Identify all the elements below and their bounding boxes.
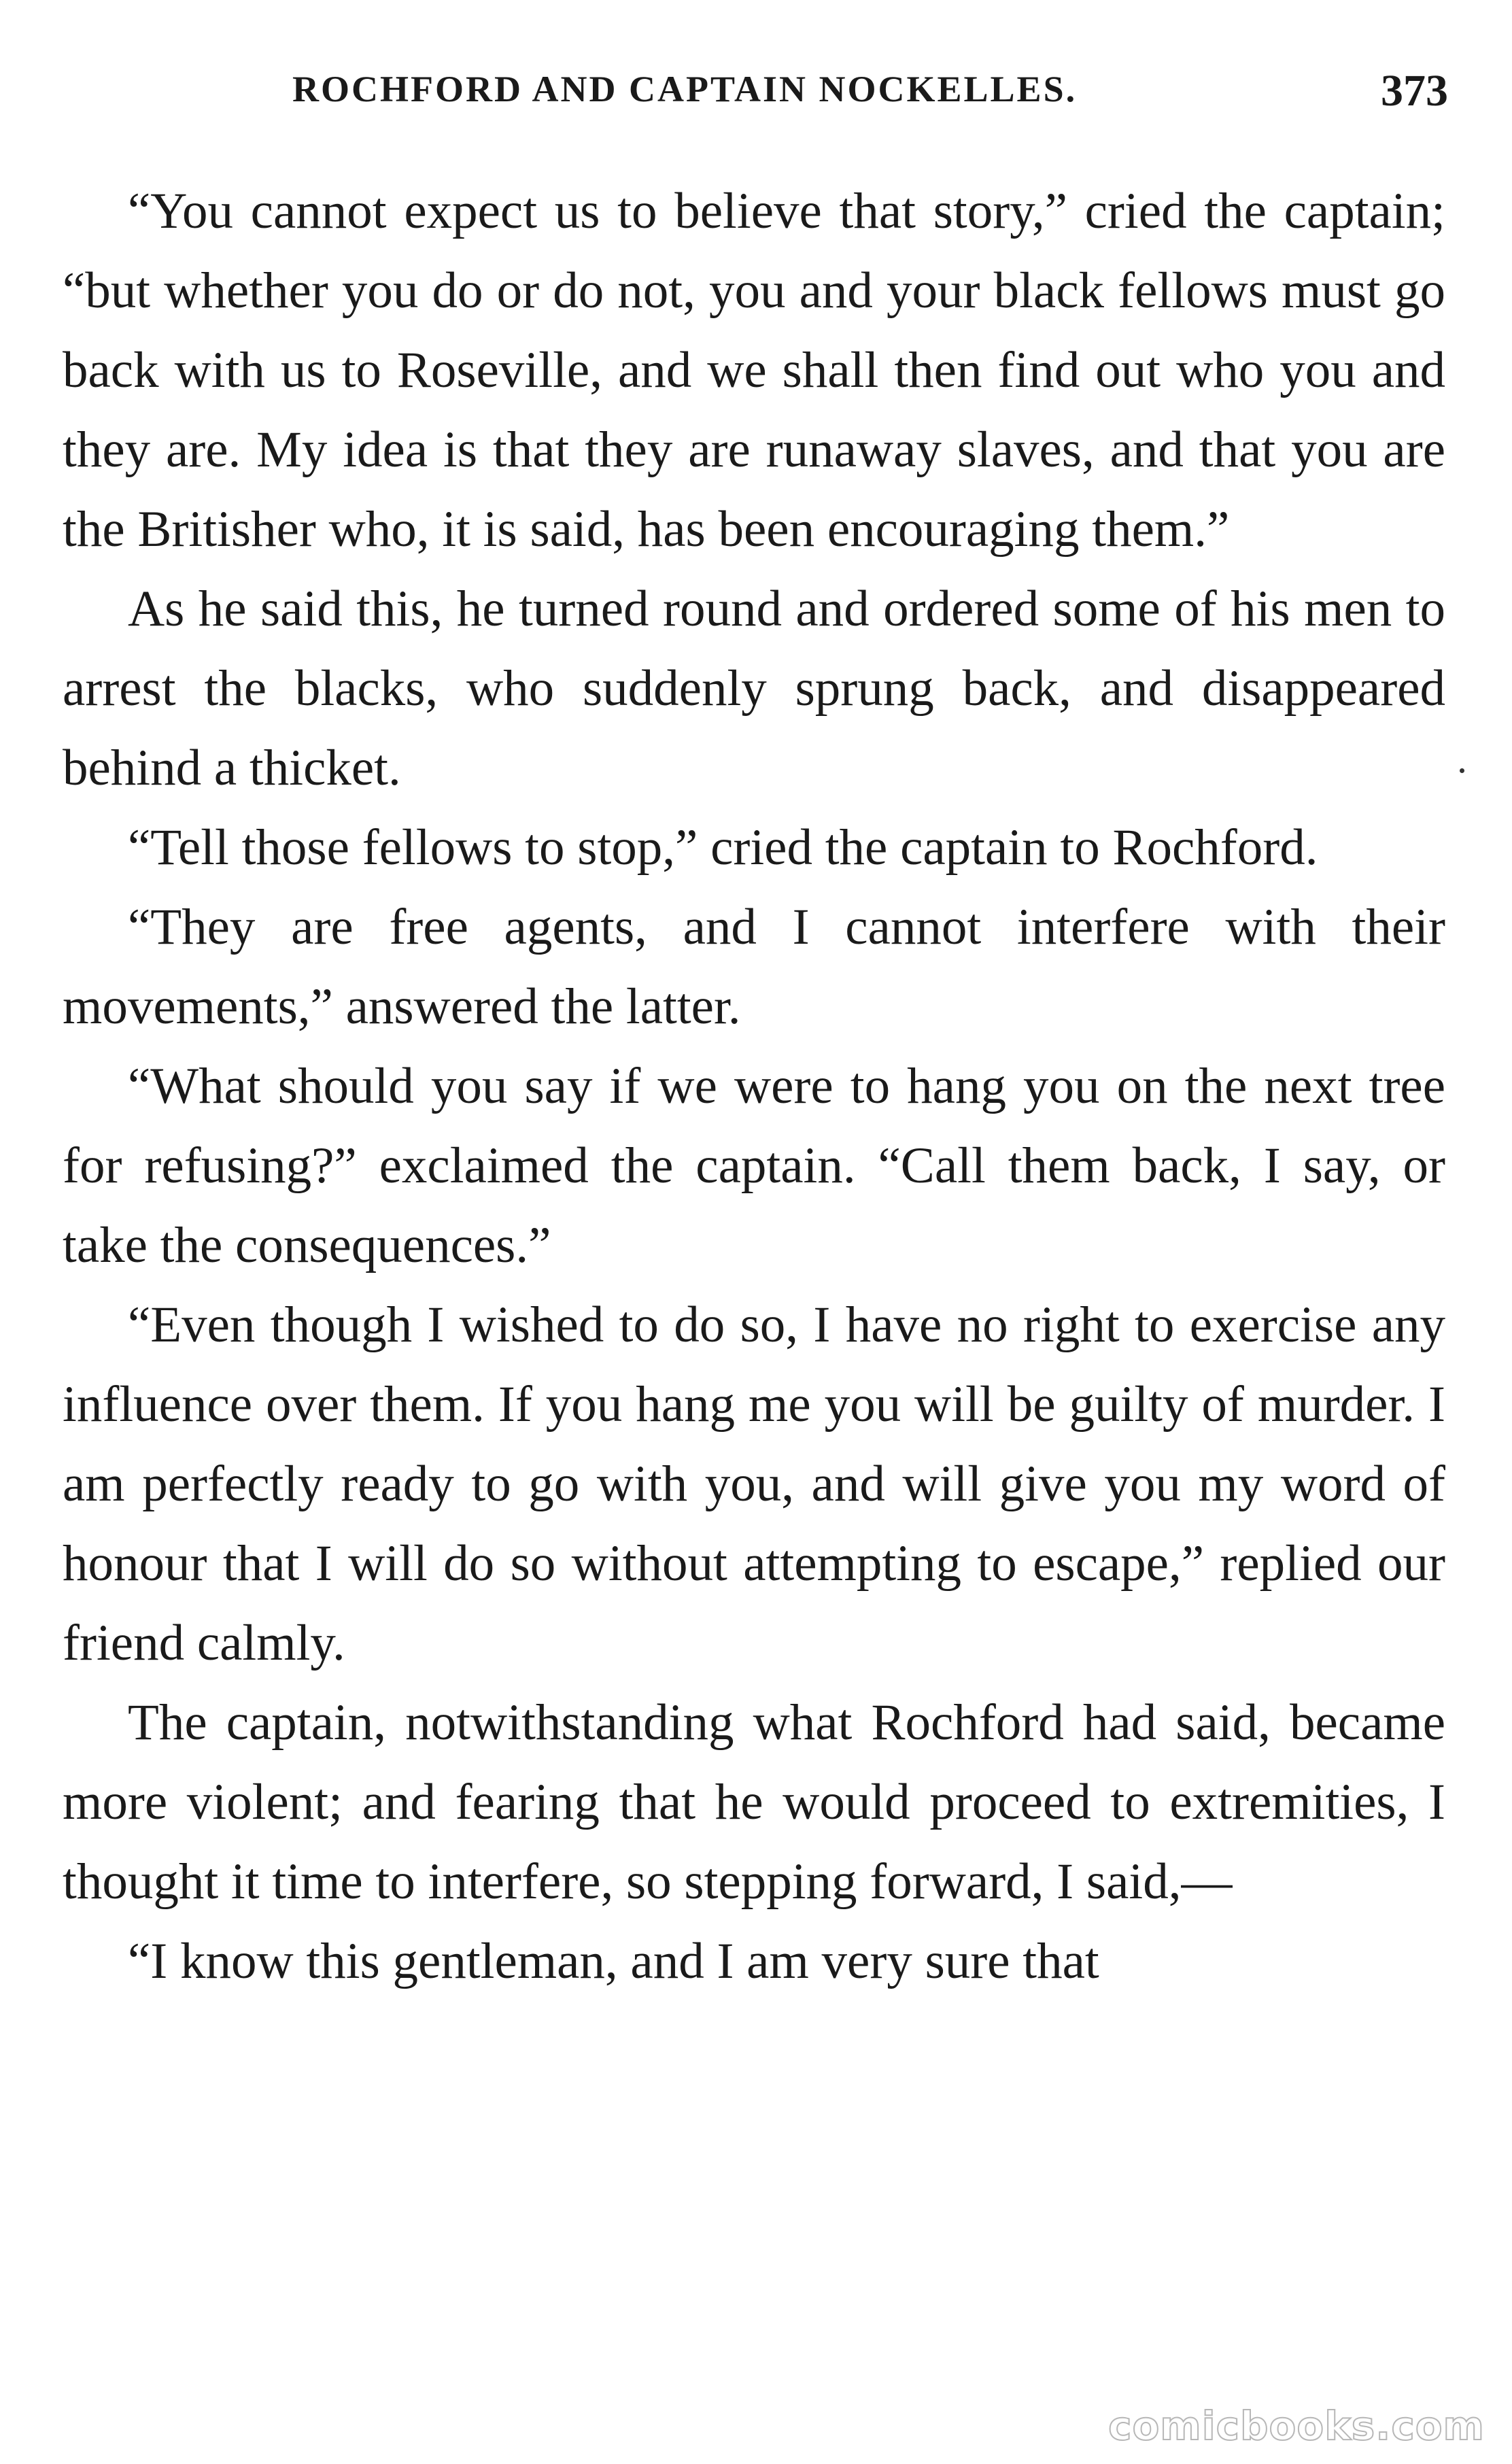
paragraph-8: “I know this gentleman, and I am very sure that xyxy=(128,1933,1099,1989)
paragraph-3: “Tell those fellows to stop,” cried the captain to Rochford. xyxy=(128,819,1318,876)
body-text xyxy=(63,171,1445,2001)
page-number: 373 xyxy=(1381,66,1448,116)
paragraph-1: “You cannot expect us to believe that story,” cried the captain; “but whether you do or do not, you and your black fellows must go back with us to Roseville, and we shall then find out who you and they are. My idea is that they are runaway slaves, and that you are the Britisher who, it is said, has been encouraging them.” xyxy=(63,183,1445,558)
running-head xyxy=(68,65,1448,122)
ink-speck xyxy=(1460,768,1464,773)
running-title: ROCHFORD AND CAPTAIN NOCKELLES. xyxy=(292,69,1078,109)
paragraph-7: The captain, notwithstanding what Rochford had said, became more violent; and fearing that he would proceed to extremities, I thought it time to interfere, so stepping forward, I said,— xyxy=(63,1694,1445,1910)
paragraph-6: “Even though I wished to do so, I have no right to exercise any influence over them. If you hang me you will be guilty of murder. I am perfectly ready to go with you, and will give you my word of honour that I will do so without attempting to escape,” replied our friend calmly. xyxy=(63,1297,1445,1671)
paragraph-5: “What should you say if we were to hang you on the next tree for refusing?” exclaimed the captain. “Call them back, I say, or take the consequences.” xyxy=(63,1058,1445,1273)
paragraph-4: “They are free agents, and I cannot interfere with their movements,” answered the latter. xyxy=(63,899,1445,1035)
watermark: comicbooks.com xyxy=(1108,2403,1485,2449)
paragraph-2: As he said this, he turned round and ordered some of his men to arrest the blacks, who suddenly sprung back, and disappeared behind a thicket. xyxy=(63,581,1445,796)
